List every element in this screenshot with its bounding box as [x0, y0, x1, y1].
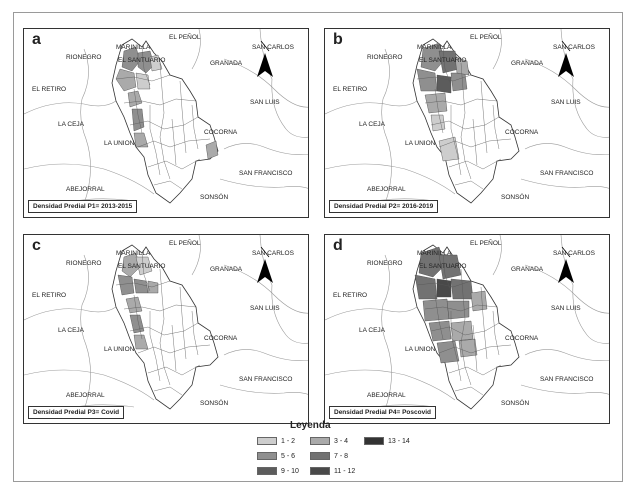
legend-item	[364, 437, 410, 447]
legend-swatch	[310, 467, 330, 475]
place-label: LA UNION	[104, 140, 135, 147]
map-panel-b	[324, 28, 610, 218]
panel-caption: Densidad Predial P2= 2016-2019	[329, 200, 438, 213]
municipality-border	[24, 101, 116, 114]
map-svg-c	[24, 235, 309, 424]
place-label: SONSÓN	[200, 194, 229, 201]
place-label: ABEJORRAL	[367, 392, 406, 399]
place-label: LA UNION	[405, 346, 436, 353]
place-label: SAN CARLOS	[252, 44, 294, 51]
place-label: EL RETIRO	[333, 86, 368, 93]
place-label: EL PEÑOL	[169, 240, 201, 247]
place-label: GRANADA	[511, 60, 544, 67]
municipality-border	[220, 179, 309, 189]
place-label: SAN CARLOS	[553, 44, 595, 51]
municipality-border	[224, 349, 309, 360]
place-label: EL RETIRO	[32, 292, 67, 299]
place-label: EL SANTUARIO	[419, 263, 467, 270]
place-label: SAN LUIS	[551, 99, 581, 106]
place-label: COCORNA	[204, 129, 238, 136]
panel-letter: b	[333, 31, 343, 48]
place-label: LA CEJA	[58, 121, 85, 128]
place-label: LA UNION	[405, 140, 436, 147]
place-label: EL SANTUARIO	[419, 57, 467, 64]
legend-label: 5 - 6	[281, 453, 296, 460]
municipality-border	[325, 307, 417, 320]
place-label: SONSÓN	[501, 400, 530, 407]
density-patch	[437, 279, 451, 297]
legend-item	[310, 467, 355, 477]
place-label: ABEJORRAL	[66, 186, 105, 193]
legend-label: 7 - 8	[334, 453, 349, 460]
map-panel-a	[23, 28, 309, 218]
legend-item	[310, 452, 348, 462]
municipality-border	[521, 385, 610, 395]
legend-item	[257, 437, 295, 447]
density-patch	[429, 321, 451, 341]
municipality-border	[521, 179, 610, 189]
municipality-border	[525, 143, 610, 154]
map-svg-b	[325, 29, 610, 218]
density-patch	[437, 341, 459, 363]
place-label: SONSÓN	[200, 400, 229, 407]
place-label: LA UNION	[104, 346, 135, 353]
panel-caption: Densidad Predial P1= 2013-2015	[28, 200, 137, 213]
map-panel-d	[324, 234, 610, 424]
density-patch	[431, 115, 445, 131]
legend-label: 13 - 14	[388, 438, 410, 445]
legend-item	[257, 467, 299, 477]
density-patch	[447, 301, 469, 319]
legend-swatch	[310, 437, 330, 445]
place-label: COCORNA	[505, 335, 539, 342]
panel-caption: Densidad Predial P4= Poscovid	[329, 406, 436, 419]
legend-swatch	[257, 437, 277, 445]
municipality-border	[224, 143, 309, 154]
panel-caption: Densidad Predial P3= Covid	[28, 406, 124, 419]
place-label: GRANADA	[210, 266, 243, 273]
municipality-border	[525, 349, 610, 360]
municipality-border	[220, 385, 309, 395]
legend-label: 11 - 12	[334, 468, 356, 475]
place-label: MARINILLA	[417, 250, 452, 257]
place-label: EL SANTUARIO	[118, 57, 166, 64]
place-label: LA CEJA	[359, 121, 386, 128]
place-label: SAN LUIS	[250, 305, 280, 312]
place-label: RIONEGRO	[66, 260, 102, 267]
place-label: MARINILLA	[116, 250, 151, 257]
panel-letter: c	[32, 237, 41, 254]
legend-swatch	[257, 467, 277, 475]
map-svg-a	[24, 29, 309, 218]
density-patch	[134, 279, 148, 293]
place-label: RIONEGRO	[66, 54, 102, 61]
legend-label: 9 - 10	[281, 468, 299, 475]
legend-label: 3 - 4	[334, 438, 349, 445]
place-label: EL RETIRO	[333, 292, 368, 299]
municipality-border	[24, 307, 116, 320]
map-panel-c	[23, 234, 309, 424]
density-patch	[451, 73, 467, 91]
place-label: MARINILLA	[417, 44, 452, 51]
density-patch	[148, 281, 158, 293]
place-label: GRANADA	[210, 60, 243, 67]
density-patch	[471, 291, 487, 311]
density-patch	[132, 109, 144, 131]
place-label: COCORNA	[204, 335, 238, 342]
place-label: SAN FRANCISCO	[239, 376, 293, 383]
place-label: ABEJORRAL	[367, 186, 406, 193]
density-patch	[415, 275, 437, 299]
place-label: SAN FRANCISCO	[239, 170, 293, 177]
legend-item	[310, 437, 348, 447]
legend-swatch	[257, 452, 277, 460]
place-label: SONSÓN	[501, 194, 530, 201]
legend-swatch	[310, 452, 330, 460]
place-label: SAN LUIS	[250, 99, 280, 106]
place-label: SAN LUIS	[551, 305, 581, 312]
place-label: EL PEÑOL	[169, 34, 201, 41]
legend-label: 1 - 2	[281, 438, 296, 445]
place-label: EL PEÑOL	[470, 240, 502, 247]
place-label: SAN FRANCISCO	[540, 170, 594, 177]
place-label: RIONEGRO	[367, 54, 403, 61]
place-label: MARINILLA	[116, 44, 151, 51]
density-patch	[437, 75, 451, 93]
place-label: GRANADA	[511, 266, 544, 273]
place-label: COCORNA	[505, 129, 539, 136]
place-label: LA CEJA	[58, 327, 85, 334]
place-label: ABEJORRAL	[66, 392, 105, 399]
map-svg-d	[325, 235, 610, 424]
place-label: SAN FRANCISCO	[540, 376, 594, 383]
place-label: EL PEÑOL	[470, 34, 502, 41]
place-label: EL RETIRO	[32, 86, 67, 93]
place-label: LA CEJA	[359, 327, 386, 334]
legend-title: Leyenda	[290, 420, 331, 431]
panel-letter: a	[32, 31, 41, 48]
place-label: RIONEGRO	[367, 260, 403, 267]
legend-item	[257, 452, 295, 462]
legend-swatch	[364, 437, 384, 445]
place-label: EL SANTUARIO	[118, 263, 166, 270]
municipality-border	[325, 101, 417, 114]
place-label: SAN CARLOS	[252, 250, 294, 257]
place-label: SAN CARLOS	[553, 250, 595, 257]
density-patch	[136, 73, 150, 89]
panel-letter: d	[333, 237, 343, 254]
